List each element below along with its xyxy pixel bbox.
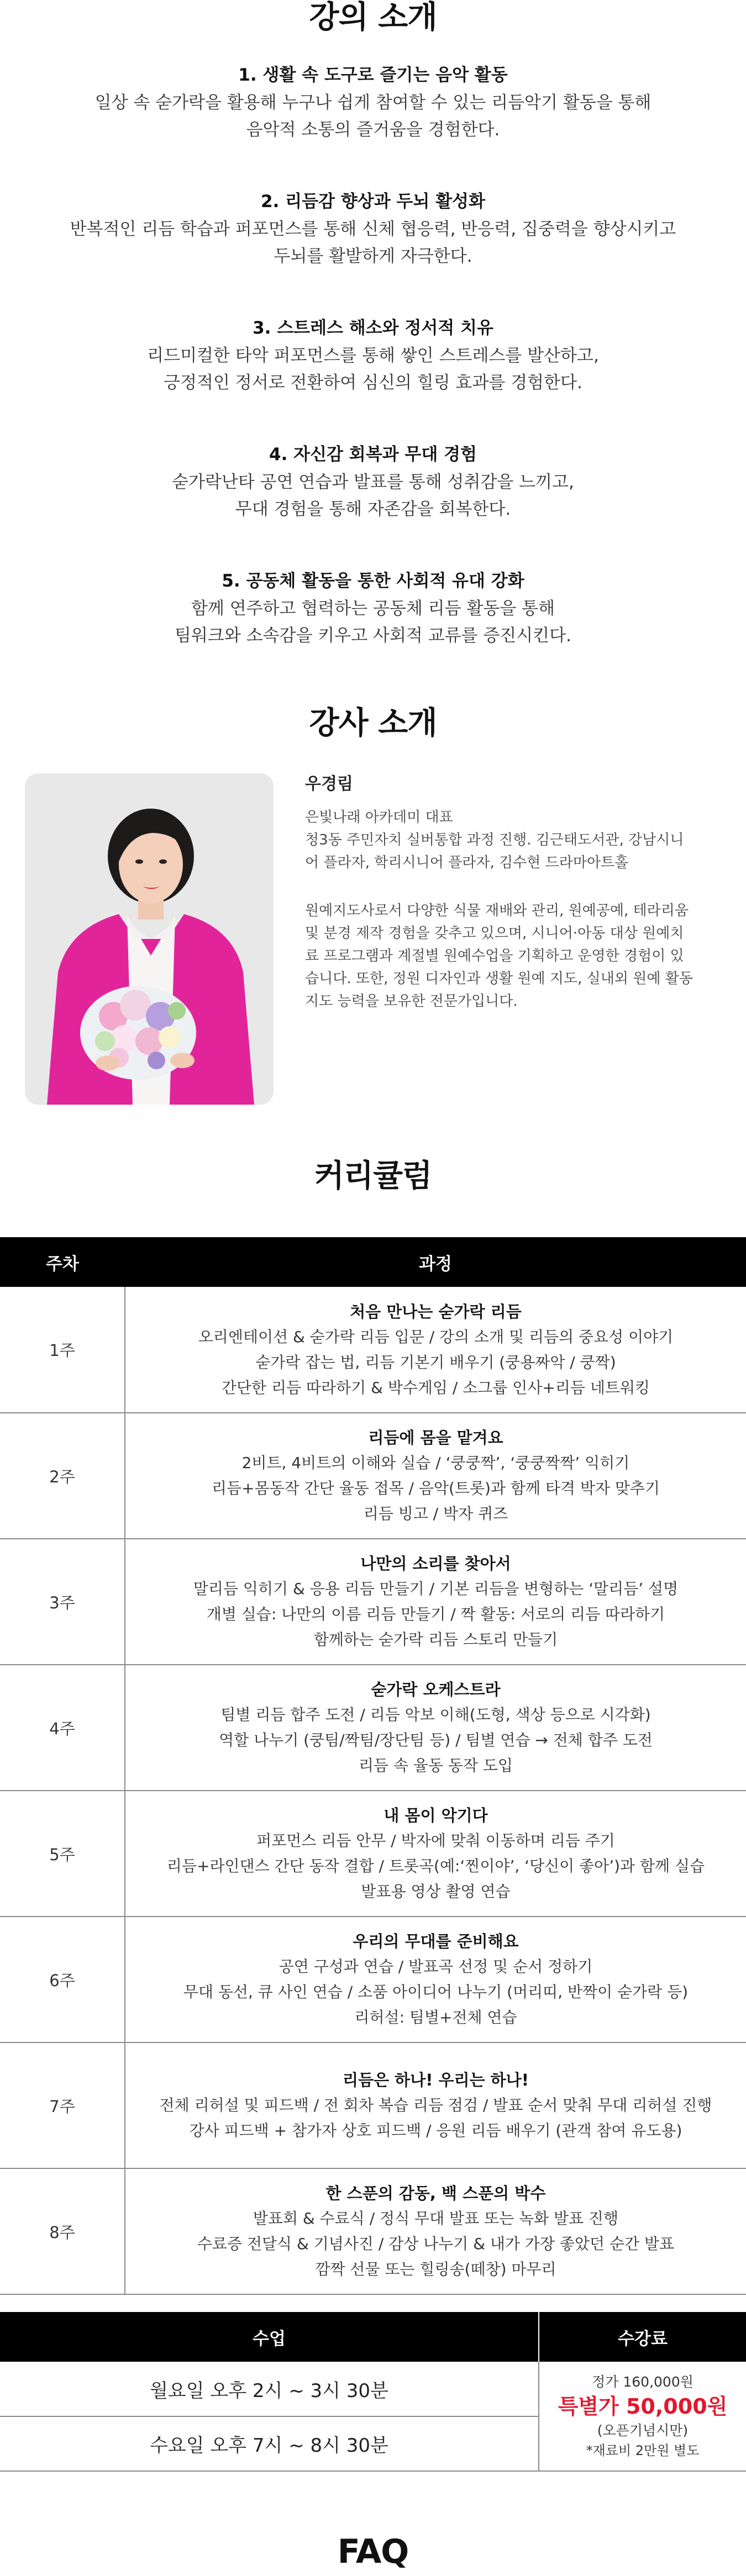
course-line: 발표회 & 수료식 / 정식 무대 발표 또는 녹화 발표 진행 (253, 2209, 619, 2227)
fee-table (0, 2312, 746, 2472)
course-line: 개별 실습: 나만의 이름 리듬 만들기 / 짝 활동: 서로의 리듬 따라하기 (206, 1605, 665, 1623)
week-cell: 4주 (0, 1665, 125, 1791)
intro-item-line: 두뇌를 활발하게 자극한다. (274, 246, 472, 266)
intro-item-title: 3. 스트레스 해소와 정서적 치유 (253, 318, 493, 338)
intro-item-title: 4. 자신감 회복과 무대 경험 (269, 445, 477, 464)
course-cell (125, 1917, 746, 2042)
column-header-fee: 수강료 (539, 2312, 746, 2362)
course-cell (125, 2168, 746, 2294)
instructor-bio (305, 900, 725, 1013)
faq-title: FAQ (337, 2532, 409, 2571)
table-row (0, 1791, 746, 1917)
special-note: (오픈기념시만) (597, 2422, 689, 2438)
curriculum-title: 커리큘럼 (314, 1158, 432, 1194)
schedule-cell: 수요일 오후 7시 ~ 8시 30분 (0, 2416, 539, 2471)
course-line: 공연 구성과 연습 / 발표곡 선정 및 순서 정하기 (279, 1957, 593, 1976)
price-cell (539, 2362, 746, 2471)
schedule-cell: 월요일 오후 2시 ~ 3시 30분 (0, 2362, 539, 2416)
material-note: *재료비 2만원 별도 (586, 2442, 700, 2458)
intro-item-line: 리드미컬한 타악 퍼포먼스를 통해 쌓인 스트레스를 발산하고, (147, 346, 599, 366)
special-price: 특별가 50,000원 (558, 2394, 728, 2419)
course-line: 함께하는 숟가락 리듬 스토리 만들기 (313, 1630, 558, 1649)
bio-line: 및 분경 제작 경험을 갖추고 있으며, 시니어·아동 대상 원예치 (305, 925, 684, 942)
course-line: 강사 피드백 + 참가자 상호 피드백 / 응원 리듬 배우기 (관객 참여 유도용) (189, 2121, 682, 2140)
table-header-row (0, 2312, 746, 2362)
intro-item-desc (0, 216, 746, 270)
intro-item-line: 음악적 소통의 즐거움을 경험한다. (246, 120, 500, 140)
course-line: 2비트, 4비트의 이해와 실습 / ‘쿵쿵짝’, ‘쿵쿵짝짝’ 익히기 (241, 1454, 630, 1472)
column-header-class: 수업 (0, 2312, 539, 2362)
course-line: 리듬 빙고 / 박자 퀴즈 (363, 1505, 508, 1523)
course-line: 팀별 리듬 합주 도전 / 리듬 악보 이해(도형, 색상 등으로 시각화) (220, 1706, 651, 1724)
course-title: 숟가락 오케스트라 (371, 1680, 501, 1699)
course-title: 우리의 무대를 준비해요 (353, 1932, 519, 1951)
instructor-name: 우경림 (305, 774, 353, 794)
instructor-title: 강사 소개 (309, 705, 437, 741)
course-line: 말리듬 익히기 & 응용 리듬 만들기 / 기본 리듬을 변형하는 ‘말리듬’ 설명 (193, 1580, 679, 1598)
intro-item-title: 2. 리듬감 향상과 두뇌 활성화 (261, 192, 485, 212)
column-header-week: 주차 (0, 1237, 125, 1287)
course-line: 발표용 영상 촬영 연습 (361, 1882, 511, 1901)
instructor-text (305, 773, 725, 1013)
table-row (0, 2168, 746, 2294)
intro-item (0, 569, 746, 695)
course-line: 퍼포먼스 리듬 안무 / 박자에 맞춰 이동하며 리듬 주기 (256, 1831, 615, 1850)
intro-item-line: 팀워크와 소속감을 키우고 사회적 교류를 증진시킨다. (175, 626, 571, 646)
table-row (0, 1665, 746, 1791)
table-row (0, 1917, 746, 2042)
intro-item-desc (0, 89, 746, 144)
week-cell: 6주 (0, 1917, 125, 2042)
intro-item-desc (0, 342, 746, 397)
bio-line: 청3동 주민자치 실버통합 과정 진행. 김근태도서관, 강남시니 (305, 832, 684, 848)
intro-item-line: 긍정적인 정서로 전환하여 심신의 힐링 효과를 경험한다. (164, 373, 582, 393)
course-line: 오리엔테이션 & 숟가락 리듬 입문 / 강의 소개 및 리듬의 중요성 이야기 (198, 1327, 674, 1346)
course-line: 리듬+몸동작 간단 율동 접목 / 음악(트롯)과 함께 타격 박자 맞추기 (211, 1479, 660, 1497)
instructor-body (25, 773, 721, 1105)
course-line: 간단한 리듬 따라하기 & 박수게임 / 소그룹 인사+리듬 네트워킹 (221, 1378, 650, 1397)
course-line: 리듬+라인댄스 간단 동작 결합 / 트롯곡(예:‘찐이야’, ‘당신이 좋아’)과 함께 실습 (166, 1857, 705, 1875)
intro-item (0, 63, 746, 189)
course-cell (125, 1791, 746, 1917)
intro-title: 강의 소개 (309, 0, 437, 35)
course-line: 숟가락 잡는 법, 리듬 기본기 배우기 (쿵용짜악 / 쿵짝) (255, 1353, 616, 1371)
intro-item (0, 442, 746, 569)
intro-item-desc (0, 469, 746, 523)
week-cell: 3주 (0, 1539, 125, 1665)
intro-item-line: 숟가락난타 공연 연습과 발표를 통해 성취감을 느끼고, (172, 472, 574, 492)
table-row (0, 1539, 746, 1665)
table-row (0, 1413, 746, 1539)
course-cell (125, 1539, 746, 1665)
table-header-row (0, 1237, 746, 1287)
week-cell: 7주 (0, 2042, 125, 2168)
original-price: 정가 160,000원 (592, 2373, 694, 2390)
bio-line: 어 플라자, 학리시니어 플라자, 김수현 드라마아트홀 (305, 854, 629, 871)
course-title: 처음 만나는 숟가락 리듬 (350, 1302, 522, 1321)
course-cell (125, 1413, 746, 1539)
course-title: 리듬은 하나! 우리는 하나! (343, 2071, 529, 2089)
course-line: 무대 동선, 큐 사인 연습 / 소품 아이디어 나누기 (머리띠, 반짝이 숟가락 등) (183, 1983, 689, 2001)
instructor-bio (305, 806, 725, 874)
course-cell (125, 1287, 746, 1413)
course-cell (125, 1665, 746, 1791)
week-cell: 2주 (0, 1413, 125, 1539)
intro-item-line: 일상 속 숟가락을 활용해 누구나 쉽게 참여할 수 있는 리듬악기 활동을 통해 (94, 93, 652, 113)
intro-item-line: 함께 연주하고 협력하는 공동체 리듬 활동을 통해 (191, 599, 555, 619)
week-cell: 8주 (0, 2168, 125, 2294)
curriculum-section (0, 1157, 746, 2278)
table-row (0, 2362, 746, 2416)
course-line: 수료증 전달식 & 기념사진 / 감상 나누기 & 내가 가장 좋았던 순간 발표 (197, 2235, 675, 2253)
instructor-section (0, 704, 746, 1010)
course-line: 리듬 속 율동 동작 도입 (358, 1756, 513, 1775)
bio-line: 료 프로그램과 계절별 원예수업을 기획하고 운영한 경험이 있 (305, 948, 684, 964)
bio-line: 은빛나래 아카데미 대표 (305, 809, 453, 826)
intro-item-line: 반복적인 리듬 학습과 퍼포먼스를 통해 신체 협응력, 반응력, 집중력을 향상시키고 (70, 219, 676, 239)
intro-list (0, 63, 746, 695)
course-line: 깜짝 선물 또는 힐링송(떼창) 마무리 (315, 2260, 556, 2278)
course-line: 역할 나누기 (쿵팀/짝팀/장단팀 등) / 팀별 연습 → 전체 합주 도전 (219, 1731, 653, 1749)
intro-item (0, 189, 746, 316)
course-title: 리듬에 몸을 맡겨요 (368, 1428, 503, 1447)
course-line: 리허설: 팀별+전체 연습 (354, 2008, 517, 2026)
intro-item-title: 5. 공동체 활동을 통한 사회적 유대 강화 (222, 571, 524, 591)
bio-line: 지도 능력을 보유한 전문가입니다. (305, 993, 518, 1010)
faq-section (0, 2530, 746, 2574)
curriculum-table (0, 1237, 746, 2295)
bio-line: 원예지도사로서 다양한 식물 재배와 관리, 원예공예, 테라리움 (305, 902, 689, 919)
table-row (0, 1287, 746, 1413)
bio-line: 습니다. 또한, 정원 디자인과 생활 원예 지도, 실내외 원예 활동 (305, 970, 693, 987)
course-title: 내 몸이 악기다 (383, 1806, 488, 1825)
portrait-icon (25, 773, 274, 1105)
column-header-course: 과정 (125, 1237, 746, 1287)
intro-item (0, 316, 746, 442)
week-cell: 5주 (0, 1791, 125, 1917)
intro-item-line: 무대 경험을 통해 자존감을 회복한다. (235, 499, 511, 519)
course-line: 전체 리허설 및 피드백 / 전 회차 복습 리듬 점검 / 발표 순서 맞춰 무대 리허설 진행 (159, 2096, 712, 2114)
week-cell: 1주 (0, 1287, 125, 1413)
course-title: 나만의 소리를 찾아서 (360, 1554, 511, 1573)
intro-section (0, 0, 746, 695)
intro-item-desc (0, 595, 746, 650)
course-title: 한 스푼의 감동, 백 스푼의 박수 (325, 2184, 546, 2203)
intro-item-title: 1. 생활 속 도구로 즐기는 음악 활동 (238, 65, 508, 85)
course-cell (125, 2042, 746, 2168)
instructor-photo (25, 773, 274, 1105)
table-row (0, 2042, 746, 2168)
